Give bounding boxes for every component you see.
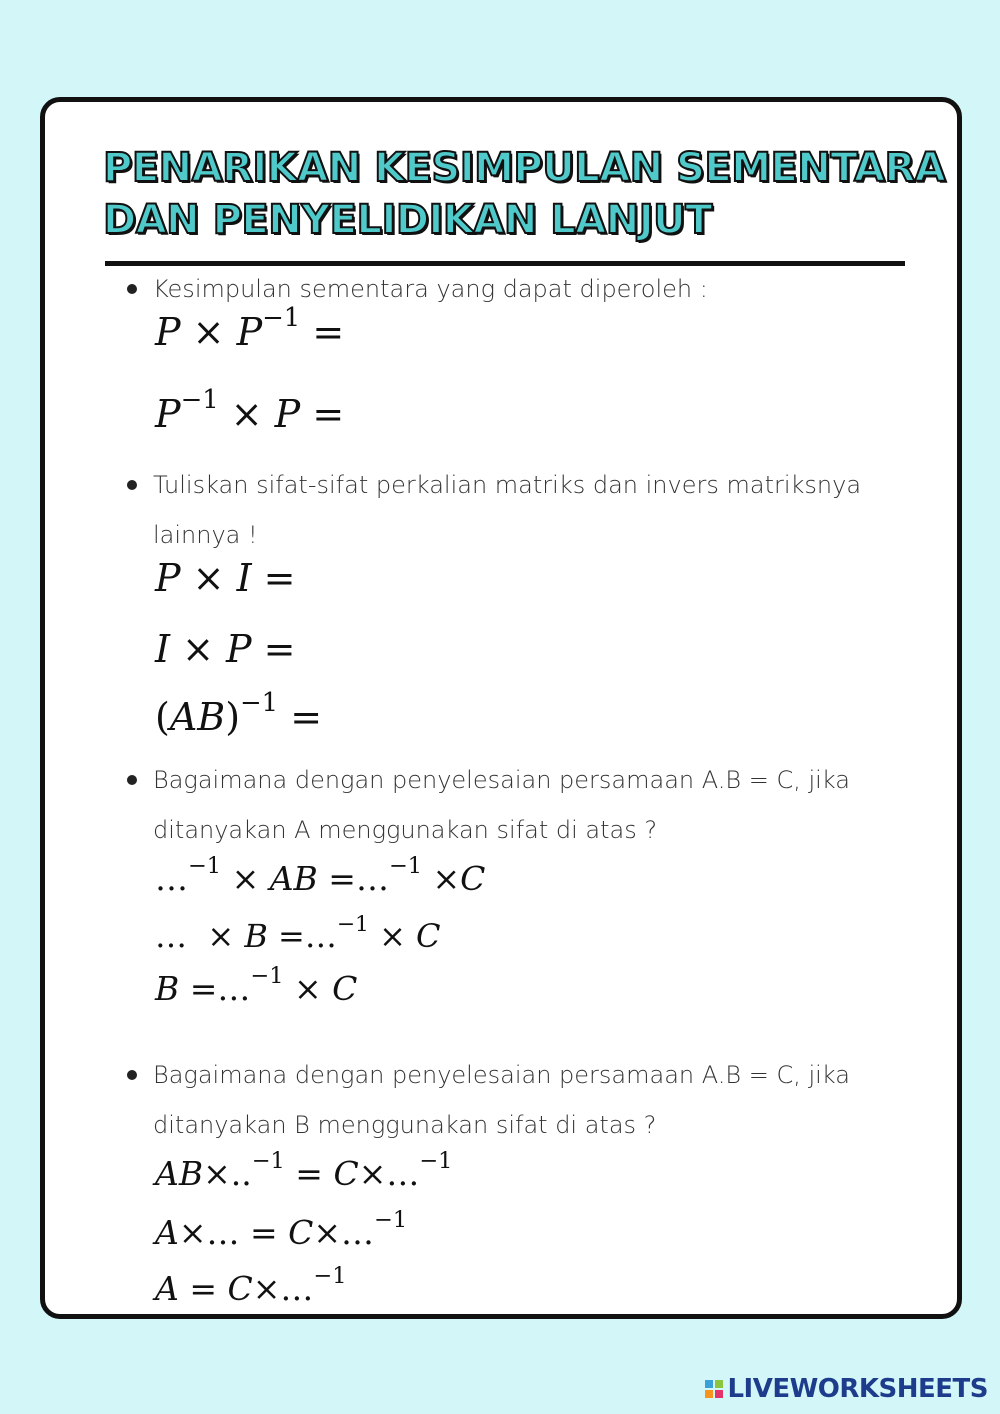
worksheet-card (40, 97, 962, 1319)
logo-square (715, 1380, 723, 1388)
bullet (127, 1070, 137, 1080)
formula-3-1[interactable]: …$^{-1}$ × AB =…$^{-1}$ ×C (155, 853, 486, 898)
page-title (103, 142, 945, 246)
brand-name: LIVEWORKSHEETS (727, 1374, 988, 1404)
liveworksheets-logo (705, 1374, 988, 1404)
question-1: Kesimpulan sementara yang dapat diperoleh : (153, 275, 708, 303)
logo-square (705, 1390, 713, 1398)
formula-3-2[interactable]: … × B =…$^{-1}$ × C (155, 911, 441, 955)
question-3: Bagaimana dengan penyelesaian persamaan A.B = C, jika ditanyakan A menggunakan sifat di atas ? (153, 766, 850, 844)
bullet (127, 775, 137, 785)
logo-icon (705, 1380, 723, 1398)
formula-1-1[interactable]: $P \times P^{-1}$ = (155, 302, 345, 354)
formula-4-3[interactable]: A = C×…$^{-1}$ (155, 1263, 347, 1308)
formula-1-2[interactable]: $P^{-1} \times P$ = (155, 384, 345, 436)
formula-4-2[interactable]: A×… = C×…$^{-1}$ (155, 1207, 408, 1252)
formula-2-3[interactable]: (AB)$^{-1}$ = (155, 687, 323, 739)
logo-square (715, 1390, 723, 1398)
formula-2-2[interactable]: I × P = (155, 627, 296, 671)
title-line-1: PENARIKAN KESIMPULAN SEMENTARA (103, 145, 946, 191)
logo-square (705, 1380, 713, 1388)
bullet (127, 480, 137, 490)
title-line-2: DAN PENYELIDIKAN LANJUT (103, 197, 712, 243)
bullet (127, 284, 137, 294)
question-2: Tuliskan sifat-sifat perkalian matriks dan invers matriksnya lainnya ! (153, 471, 862, 549)
formula-2-1[interactable]: P × I = (155, 556, 296, 600)
question-4: Bagaimana dengan penyelesaian persamaan A.B = C, jika ditanyakan B menggunakan sifat di atas ? (153, 1061, 850, 1139)
formula-3-3[interactable]: B =…$^{-1}$ × C (155, 963, 358, 1008)
formula-4-1[interactable]: AB×..$^{-1}$ = C×…$^{-1}$ (155, 1148, 453, 1193)
